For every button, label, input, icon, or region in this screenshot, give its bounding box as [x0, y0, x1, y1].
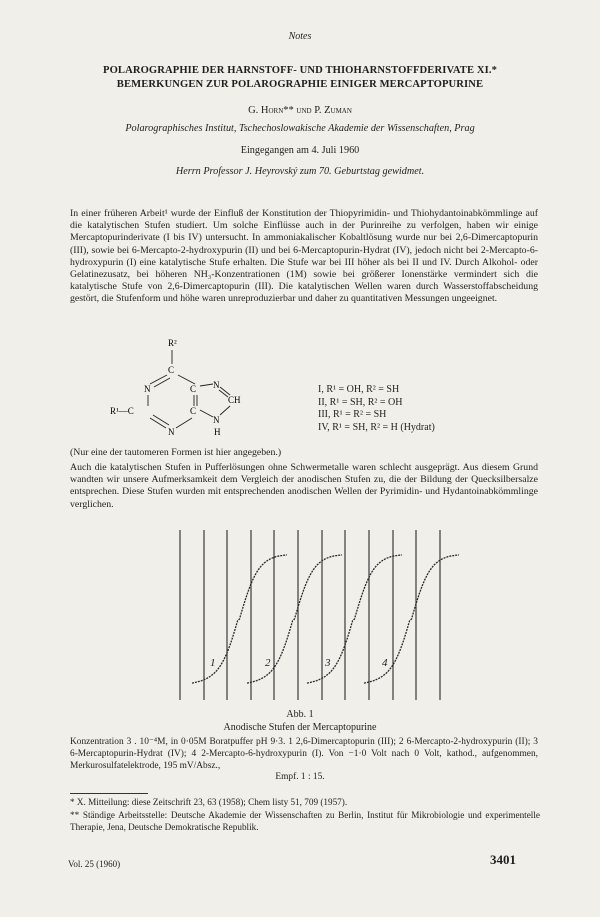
formula-r1: R¹—C	[110, 406, 134, 416]
page-number: 3401	[490, 852, 516, 867]
substituent-I: I, R¹ = OH, R² = SH	[318, 384, 400, 395]
curve-labels	[210, 657, 388, 669]
formula-n-top: N	[213, 380, 220, 390]
dedication: Herrn Professor J. Heyrovský zum 70. Geburtstag gewidmet.	[175, 166, 425, 177]
figure-label: Abb. 1	[286, 709, 314, 720]
figure-caption-sensitivity: Empf. 1 : 15.	[275, 772, 325, 782]
curve-label-2: 2	[265, 657, 271, 669]
curve-label-4: 4	[382, 657, 388, 669]
article-title	[40, 64, 560, 92]
bond	[200, 410, 213, 417]
formula-c-right: C	[190, 384, 197, 394]
bond	[219, 390, 228, 397]
formula-r2: R²	[168, 338, 177, 348]
bond	[220, 406, 230, 415]
bond	[153, 415, 169, 425]
bond	[150, 418, 166, 428]
bond	[176, 418, 192, 428]
purine-structure	[110, 336, 260, 446]
bond	[154, 378, 170, 387]
footnote-rule	[70, 793, 148, 794]
received-date: Eingegangen am 4. Juli 1960	[240, 145, 360, 156]
substituent-III: III, R¹ = R² = SH	[318, 409, 387, 420]
figure-caption: Konzentration 3 . 10⁻⁴M, in 0·05M Boratpuffer pH 9·3. 1 2,6-Dimercaptopurin (III); 2 6-Mercapto-2-hydroxypurin (II); 3 6-Mercaptopurin-Hydrat (IV); 4 2-Mercapto-6-hydroxypurin (I). Von −1·0 Volt nach 0 Volt, kathod., aufgenommen, Merkurosulfatelektrode, 195 mV/Absz.,	[70, 737, 538, 771]
substituent-II: II, R¹ = SH, R² = OH	[318, 396, 403, 408]
substituent-list	[318, 384, 435, 434]
formula-n-bottom: N	[168, 427, 175, 437]
tautomer-note: (Nur eine der tautomeren Formen ist hier angegeben.)	[70, 447, 282, 458]
curve-label-3: 3	[325, 657, 331, 669]
authors: G. Horn** und P. Zuman	[248, 105, 352, 116]
formula-h: H	[214, 427, 221, 437]
polarogram-figure	[172, 524, 462, 704]
abscissa-lines	[180, 530, 440, 700]
bond	[200, 384, 213, 386]
formula-ch: CH	[228, 395, 241, 405]
formula-c-top: C	[168, 365, 175, 375]
bond	[150, 375, 167, 384]
bond	[220, 387, 230, 395]
affiliation: Polarographisches Institut, Tschechoslowakische Akademie der Wissenschaften, Prag	[125, 123, 475, 134]
substituent-IV: IV, R¹ = SH, R² = H (Hydrat)	[318, 421, 435, 433]
bond	[178, 375, 195, 384]
formula-c-bottom-right: C	[190, 406, 197, 416]
running-head: Notes	[288, 31, 312, 42]
wave-3	[307, 555, 402, 683]
paragraph-2: Auch die katalytischen Stufen in Pufferlösungen ohne Schwermetalle waren schlecht ausgeprägt. Aus diesem Grund wandten wir unsere Aufmerksamkeit dem Vergleich der anodischen Stufen zu, die der Bildung der Quecksilbersalze entsprechen. Diese Stufen wurden mit entsprechenden anodischen Wellen der Pyrimidin- und Hydantoinabkömmlinge verglichen.	[70, 462, 538, 510]
title-line-2: BEMERKUNGEN ZUR POLAROGRAPHIE EINIGER MERCAPTOPURINE	[116, 79, 484, 90]
formula-n-bottom-right: N	[213, 415, 220, 425]
paragraph-1: In einer früheren Arbeit¹ wurde der Einfluß der Konstitution der Thiopyrimidin- und Thiohydantoinabkömmlinge auf die katalytischen Stufen studiert. Um solche Einflüsse auch in der Purinreihe zu verfolgen, haben wir einige Mercaptopurinderivate (I bis IV) untersucht. In ammoniakalischer Kobaltlösung wurde nur bei 2,6-Dimercaptopurin (III), sowie bei 6-Mercapto-2-hydroxypurin (II) und bei 6-Mercaptopurin-Hydrat (IV), jedoch nicht bei 2-Mercapto-6-hydroxypurin (I) eine katalytische Stufe erhalten. Die Stufe war bei III höher als bei II und IV. Durch Alkohol- oder Gelatinezusatz, bei höheren NH₃-Konzentrationen (1M) sowie bei größerer Ionenstärke vermindert sich die katalytische Stufe von 2,6-Dimercaptopurin (III). Die katalytischen Wellen waren durch Wasserstoffabscheidung gestört, die Stufenform und höhe waren unreproduzierbar und daher zu quantitativen Messungen ungeeignet.	[70, 208, 538, 305]
curve-label-1: 1	[210, 657, 216, 669]
footnote-2: ** Ständige Arbeitsstelle: Deutsche Akademie der Wissenschaften zu Berlin, Institut für Mikrobiologie und experimentelle Therapie, Jena, Deutsche Demokratische Republik.	[70, 810, 540, 832]
figure-title: Anodische Stufen der Mercaptopurine	[223, 722, 377, 733]
wave-4	[364, 555, 459, 683]
footnote-1: * X. Mitteilung: diese Zeitschrift 23, 63 (1958); Chem listy 51, 709 (1957).	[70, 797, 348, 807]
formula-n-left: N	[144, 384, 151, 394]
title-line-1: POLAROGRAPHIE DER HARNSTOFF- UND THIOHARNSTOFFDERIVATE XI.*	[103, 65, 497, 76]
volume-info: Vol. 25 (1960)	[68, 859, 121, 869]
wave-1	[192, 555, 287, 683]
